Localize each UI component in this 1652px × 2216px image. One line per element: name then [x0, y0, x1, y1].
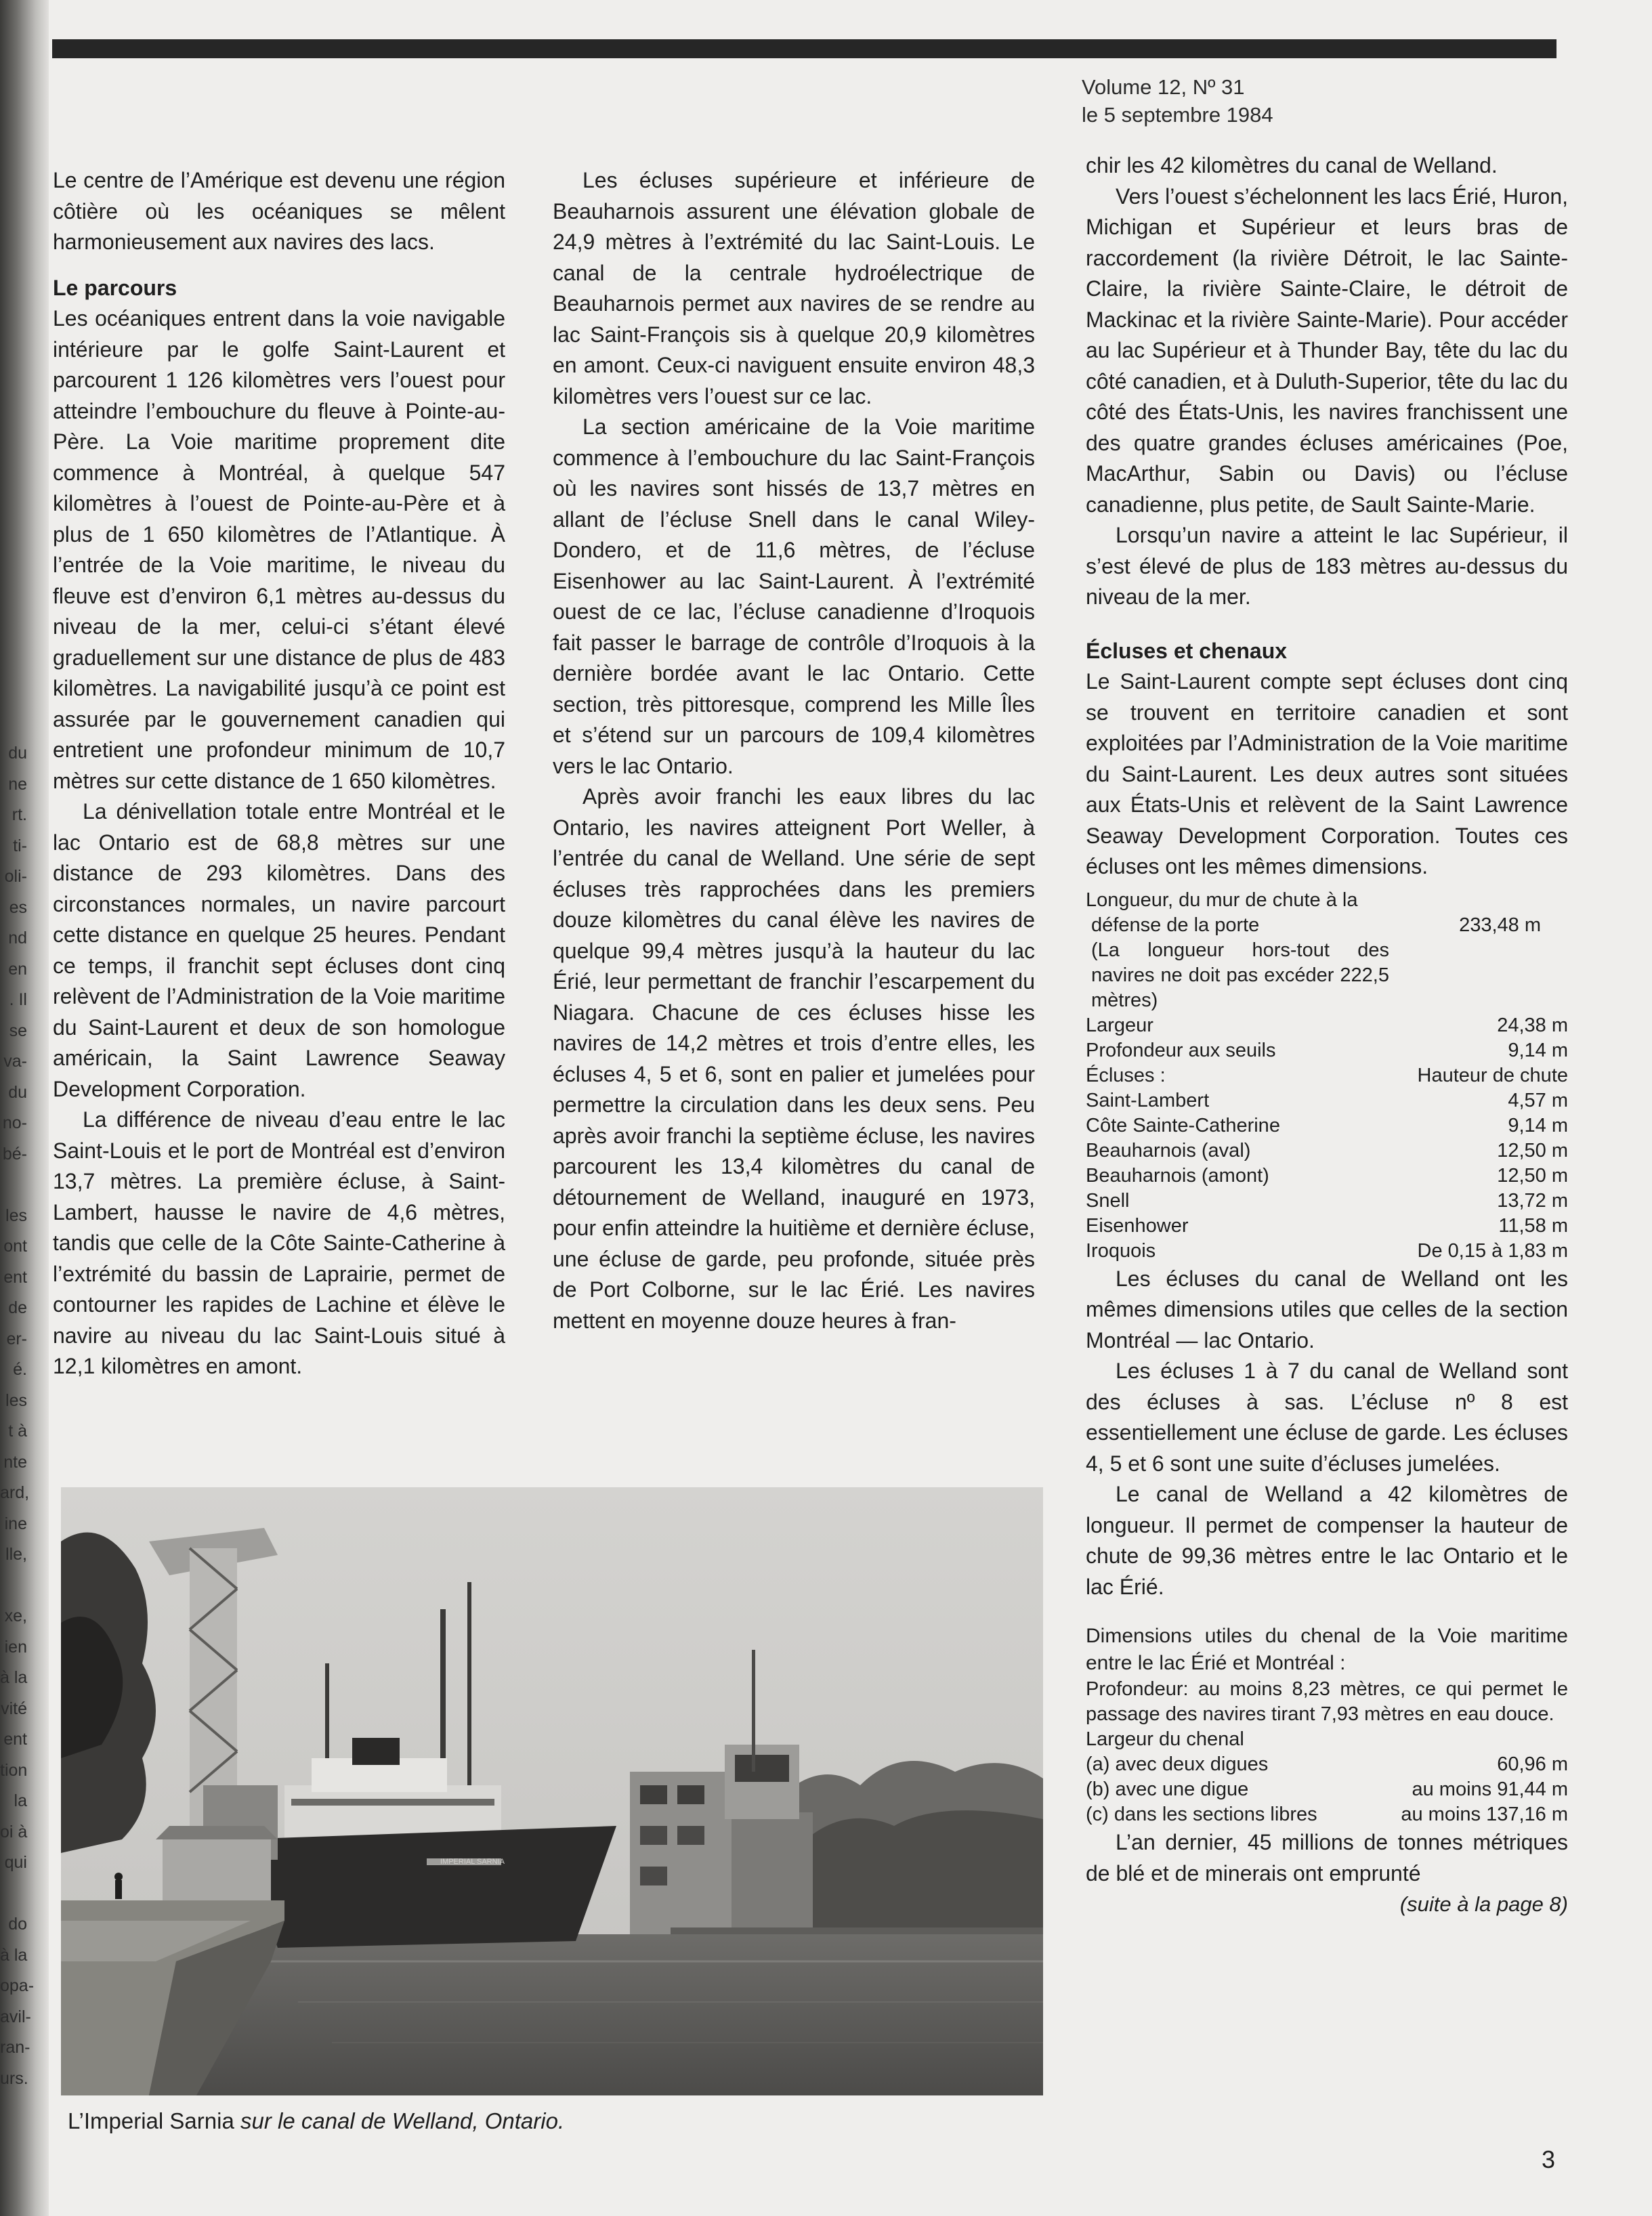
paragraph: La différence de niveau d’eau entre le lac Saint-Louis et le port de Montréal est d’environ 13,7 mètres. La première écluse, à Saint-Lambert, hausse le navire de 4,6 mètres, tandis que celle de la Côte Sainte-Catherine à l’extrémité du bassin de Laprairie, permet de contourner les rapides de Lachine et élève le navire au niveau du lac Saint-Louis situé à 12,1 kilomètres en amont. — [53, 1107, 505, 1378]
paragraph: Les écluses du canal de Welland ont les mêmes dimensions utiles que celles de la section Montréal — lac Ontario. — [1086, 1266, 1568, 1352]
width-row — [1086, 1802, 1568, 1827]
lock-specs — [1086, 888, 1568, 1264]
spec-list — [1086, 1013, 1568, 1063]
margin-fragment: ne — [8, 774, 27, 794]
lock-row-value: 12,50 m — [1497, 1139, 1568, 1162]
spec-row-label: Largeur — [1086, 1014, 1153, 1036]
channel-width-label: Largeur du chenal — [1086, 1728, 1244, 1750]
paragraph: Vers l’ouest s’échelonnent les lacs Érié, Huron, Michigan et Supérieur et leurs bras de raccordement (la rivière Détroit, le lac Sainte-Claire, la rivière Sainte-Claire, le détroit de Mackinac et la rivière Sainte-Marie). Pour accéder au lac Supérieur et à Thunder Bay, tête du lac du côté canadien, et à Duluth-Superior, tête du lac du côté des États-Unis, les navires franchissent une des quatre grandes écluses américaines (Poe, MacArthur, Sabin ou Davis) ou l’écluse canadienne, plus petite, de Sault Sainte-Marie. — [1086, 184, 1568, 517]
spec-row-label: Profondeur aux seuils — [1086, 1039, 1276, 1061]
margin-fragment: les — [5, 1390, 27, 1410]
paragraph: chir les 42 kilomètres du canal de Welland. — [1086, 153, 1498, 177]
paragraph: Le Saint-Laurent compte sept écluses dont cinq se trouvent en territoire canadien et sont exploitées par l’Administration de la Voie maritime du Saint-Laurent. Les deux autres sont situées aux États-Unis et relèvent de la Saint Lawrence Seaway Development Corporation. Toutes ces écluses ont les mêmes dimensions. — [1086, 669, 1568, 878]
margin-fragment: rt. — [12, 805, 27, 824]
locks-list — [1086, 1088, 1568, 1264]
locks-header — [1086, 1063, 1568, 1088]
paragraph: Après avoir franchi les eaux libres du lac Ontario, les navires atteignent Port Weller, à l’entrée du canal de Welland. Une série de sept écluses très rapprochées dans les premiers douze kilomètres du canal élève les navires de quelque 99,4 mètres jusqu’à la hauteur du lac Érié, leur permettant de franchir l’escarpement du Niagara. Chacune de ces écluses hisse les navires de 14,2 mètres et trois d’entre elles, les écluses 4, 5 et 6, sont en palier et jumelées pour permettre la circulation dans les deux sens. Peu après avoir franchi la septième écluse, les navires parcourent les 13,4 kilomètres du canal de détournement de Welland, inauguré en 1973, pour enfin atteindre la huitième et dernière écluse, une écluse de garde, peu profonde, située près de Port Colborne, sur le lac Érié. Les navires mettent en moyenne douze heures à fran- — [553, 784, 1035, 1333]
volume-number: Volume 12, Nº 31 — [1082, 75, 1245, 99]
margin-fragment: ien — [4, 1637, 27, 1657]
margin-fragment: do — [8, 1915, 27, 1934]
margin-fragment: es — [9, 897, 27, 917]
width-row-value: au moins 91,44 m — [1412, 1778, 1568, 1800]
lock-row-label: Beauharnois (aval) — [1086, 1139, 1251, 1162]
margin-fragment: la — [14, 1791, 27, 1810]
width-row-label: (a) avec deux digues — [1086, 1753, 1269, 1775]
lock-row-label: Eisenhower — [1086, 1214, 1189, 1237]
caption-ship-name: Imperial Sarnia — [83, 2108, 234, 2133]
lock-row — [1086, 1189, 1568, 1214]
lock-row-value: 13,72 m — [1497, 1189, 1568, 1212]
lock-row — [1086, 1138, 1568, 1164]
margin-fragment: tion — [0, 1760, 28, 1780]
issue-info — [1082, 73, 1273, 129]
lock-row — [1086, 1088, 1568, 1113]
margin-fragment: va- — [3, 1052, 27, 1071]
spec-row — [1086, 1013, 1568, 1038]
margin-fragment: oli- — [4, 867, 27, 886]
channel-dims-title: Dimensions utiles du chenal de la Voie maritime entre le lac Érié et Montréal : — [1086, 1625, 1568, 1674]
page-number: 3 — [1542, 2146, 1556, 2173]
margin-fragment: qui — [4, 1853, 27, 1872]
previous-page-margin — [0, 738, 35, 2133]
width-row — [1086, 1777, 1568, 1802]
section-heading-parcours: Le parcours — [53, 275, 177, 300]
spec-value: 233,48 m — [1459, 914, 1541, 936]
width-row-value: 60,96 m — [1497, 1753, 1568, 1775]
header-rule — [52, 39, 1556, 58]
section-heading-ecluses: Écluses et chenaux — [1086, 638, 1288, 663]
width-row-value: au moins 137,16 m — [1401, 1804, 1568, 1825]
margin-fragment: ent — [3, 1730, 27, 1749]
margin-fragment: à la — [0, 1945, 28, 1965]
spec-row-value: 24,38 m — [1497, 1014, 1568, 1036]
margin-fragment: . Il — [9, 990, 27, 1009]
margin-fragment: bé- — [2, 1144, 27, 1164]
margin-fragment: les — [5, 1206, 27, 1225]
margin-fragment: se — [9, 1021, 27, 1040]
lock-row — [1086, 1113, 1568, 1138]
margin-fragment: nd — [8, 929, 27, 947]
lock-row-value: 9,14 m — [1508, 1114, 1568, 1136]
spec-note: (La longueur hors-tout des navires ne doit pas excéder 222,5 mètres) — [1091, 939, 1389, 1011]
lock-row-label: Snell — [1086, 1189, 1130, 1212]
photo-caption — [68, 2108, 564, 2135]
paragraph: Lorsqu’un navire a atteint le lac Supérieur, il s’est élevé de plus de 183 mètres au-dessus du niveau de la mer. — [1086, 523, 1568, 609]
paragraph: Le canal de Welland a 42 kilomètres de longueur. Il permet de compenser la hauteur de chute de 99,36 mètres entre le lac Ontario et le lac Érié. — [1086, 1482, 1568, 1599]
hull-name: IMPERIAL SARNIA — [440, 1858, 505, 1866]
ship-photo — [61, 1487, 1043, 2095]
lock-row-value: 11,58 m — [1498, 1214, 1568, 1237]
margin-fragment: ran- — [0, 2038, 30, 2057]
lock-row-label: Côte Sainte-Catherine — [1086, 1114, 1280, 1136]
lock-row-value: 12,50 m — [1497, 1164, 1568, 1187]
lock-row — [1086, 1164, 1568, 1189]
locks-value-header: Hauteur de chute — [1417, 1064, 1568, 1086]
margin-fragment: urs. — [0, 2068, 28, 2088]
lock-row — [1086, 1239, 1568, 1264]
column-2 — [553, 165, 1035, 1336]
column-3 — [1086, 150, 1568, 1919]
continued-note: (suite à la page 8) — [1399, 1892, 1568, 1916]
channel-width-list — [1086, 1752, 1568, 1827]
intro-paragraph: Le centre de l’Amérique est devenu une région côtière où les océaniques se mêlent harmonieusement aux navires des lacs. — [53, 168, 505, 254]
locks-label: Écluses : — [1086, 1064, 1166, 1086]
lock-row-label: Saint-Lambert — [1086, 1089, 1210, 1111]
paragraph: Les écluses supérieure et inférieure de Beauharnois assurent une élévation globale de 24,9 mètres à l’extrémité du lac Saint-Louis. Le canal de la centrale hydroélectrique de Beauharnois permet aux navires de se rendre au lac Saint-François sis à quelque 20,9 kilomètres en amont. Ceux-ci naviguent ensuite environ 48,3 kilomètres vers l’ouest sur ce lac. — [553, 168, 1035, 408]
spec-row — [1086, 913, 1568, 938]
margin-fragment: ont — [3, 1237, 27, 1256]
margin-fragment: vité — [1, 1699, 27, 1718]
margin-fragment — [0, 1879, 28, 1910]
caption-article: L’ — [68, 2108, 84, 2133]
lock-row-label: Beauharnois (amont) — [1086, 1164, 1269, 1187]
margin-fragment: ti- — [13, 836, 27, 855]
column-1 — [53, 165, 505, 1382]
margin-fragment: du — [8, 744, 27, 763]
paragraph: Les écluses 1 à 7 du canal de Welland sont des écluses à sas. L’écluse nº 8 est essentiellement une écluse de garde. Les écluses 4, 5 et 6 sont une suite d’écluses jumelées. — [1086, 1359, 1568, 1476]
lock-row-value: 4,57 m — [1508, 1089, 1568, 1111]
margin-fragment: t à — [8, 1422, 27, 1441]
margin-fragment: ent — [3, 1267, 27, 1287]
spec-label: défense de la porte — [1091, 914, 1260, 936]
margin-fragment: oi à — [0, 1822, 28, 1841]
margin-fragment: er- — [6, 1329, 27, 1348]
margin-fragment: xe, — [4, 1606, 27, 1625]
margin-fragment: nte — [3, 1452, 27, 1472]
margin-fragment — [0, 1170, 28, 1201]
channel-depth: Profondeur: au moins 8,23 mètres, ce qui permet le passage des navires tirant 7,93 mètres en eau douce. — [1086, 1678, 1568, 1725]
paragraph: Les océaniques entrent dans la voie navigable intérieure par le golfe Saint-Laurent et parcourent 1 126 kilomètres vers l’ouest pour atteindre l’embouchure du fleuve à Pointe-au-Père. La Voie maritime proprement dite commence à Montréal, à quelque 547 kilomètres à l’ouest de Pointe-au-Père et à plus de 1 650 kilomètres de l’Atlantique. À l’entrée de la Voie maritime, le niveau du fleuve est d’environ 6,1 mètres au-dessus du niveau de la mer, celui-ci s’étant élevé graduellement sur une distance de plus de 483 kilomètres. La navigabilité jusqu’à ce point est assurée par le gouvernement canadien qui entretient une profondeur minimum de 10,7 mètres sur cette distance de 1 650 kilomètres. — [53, 306, 505, 793]
paragraph: La section américaine de la Voie maritime commence à l’embouchure du lac Saint-François où les navires sont hissés de 13,7 mètres en allant de l’écluse Snell dans le canal Wiley-Dondero, et de 11,6 mètres, de l’écluse Eisenhower au lac Saint-Laurent. À l’extrémité ouest de ce lac, l’écluse canadienne d’Iroquois fait passer le barrage de contrôle d’Iroquois à la dernière bordée avant le lac Ontario. Cette section, très pittoresque, comprend les Mille Îles et s’étend sur un parcours de 109,4 kilomètres vers le lac Ontario. — [553, 414, 1035, 778]
margin-fragment: ard, — [0, 1483, 30, 1502]
margin-fragment: lle, — [5, 1545, 27, 1564]
margin-fragment: é. — [13, 1360, 27, 1379]
lock-row-value: De 0,15 à 1,83 m — [1417, 1239, 1568, 1262]
caption-text: sur le canal de Welland, Ontario. — [234, 2108, 565, 2133]
paragraph: L’an dernier, 45 millions de tonnes métriques de blé et de minerais ont emprunté — [1086, 1830, 1568, 1885]
issue-date: le 5 septembre 1984 — [1082, 103, 1273, 127]
lock-row-label: Iroquois — [1086, 1239, 1156, 1262]
width-row-label: (b) avec une digue — [1086, 1778, 1249, 1800]
margin-fragment — [0, 1571, 28, 1602]
spec-length-label: Longueur, du mur de chute à la — [1086, 889, 1358, 911]
margin-fragment: no- — [2, 1113, 27, 1132]
width-row — [1086, 1752, 1568, 1777]
spec-row-value: 9,14 m — [1508, 1039, 1568, 1061]
lock-row — [1086, 1214, 1568, 1239]
paragraph: La dénivellation totale entre Montréal et le lac Ontario est de 68,8 mètres sur une distance de 293 kilomètres. Dans des circonstances normales, un navire parcourt cette distance en quelque 25 heures. Pendant ce temps, il franchit sept écluses dont cinq relèvent de l’Administration de la Voie maritime du Saint-Laurent et deux de son homologue américain, la Saint Lawrence Seaway Development Corporation. — [53, 799, 505, 1101]
margin-fragment: avil- — [0, 2007, 31, 2026]
margin-fragment: du — [8, 1082, 27, 1102]
margin-fragment: opa- — [0, 1976, 35, 1995]
margin-fragment: de — [8, 1298, 27, 1317]
width-row-label: (c) dans les sections libres — [1086, 1804, 1317, 1825]
margin-fragment: en — [8, 959, 27, 979]
spec-row — [1086, 1038, 1568, 1063]
margin-fragment: ine — [4, 1514, 27, 1533]
margin-fragment: à la — [0, 1668, 28, 1687]
